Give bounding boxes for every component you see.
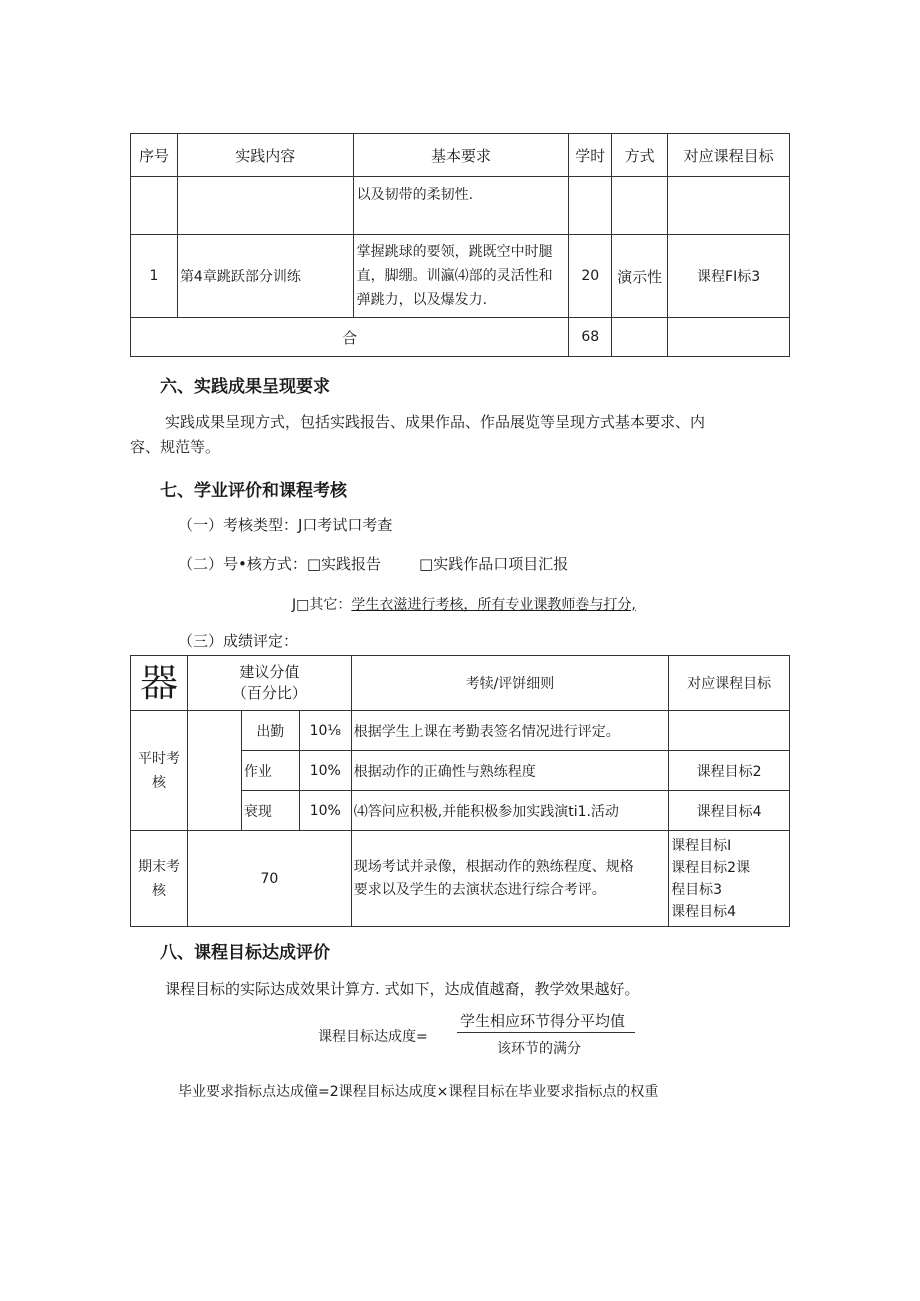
total-row bbox=[131, 318, 790, 357]
header-hours: 学时 bbox=[569, 134, 612, 177]
final-rule: 现场考试并录像，根据动作的熟练程度、规格 要求以及学生的去演状态进行综合考评。 bbox=[351, 831, 668, 927]
row-method: 演示性 bbox=[612, 235, 668, 318]
practice-content-table bbox=[130, 133, 790, 357]
formula-graduation: 毕业要求指标点达成僮=2课程目标达成度×课程目标在毕业要求指标点的权重 bbox=[178, 1084, 659, 1100]
other-description: 学生衣滋进行考核，所有专业课教师巻与打分, bbox=[351, 597, 636, 613]
item-attendance: 出勤 bbox=[241, 711, 299, 751]
option-practice-work: □实践作品口项目汇报 bbox=[419, 555, 569, 573]
formula-numerator: 学生相应环节得分平均值 bbox=[460, 1012, 626, 1030]
formula-denominator: 该环节的满分 bbox=[497, 1041, 581, 1057]
table-row bbox=[131, 235, 790, 318]
row-hours: 20 bbox=[569, 235, 612, 318]
pct-performance: 10% bbox=[299, 791, 351, 831]
score-header: 建议分值 （百分比） bbox=[187, 656, 351, 711]
corner-cell: 器 bbox=[131, 656, 188, 711]
section8-heading: 八、课程目标达成评价 bbox=[160, 943, 330, 963]
regular-assessment-label: 平时考 核 bbox=[131, 711, 188, 831]
pct-attendance: 10⅛ bbox=[299, 711, 351, 751]
target-homework: 课程目标2 bbox=[669, 751, 790, 791]
table-row bbox=[131, 177, 790, 235]
final-targets: 课程目标I 课程目标2课 程目标3 课程目标4 bbox=[669, 831, 790, 927]
assessment-method: （二）号•核方式：□实践报告 □实践作品口项目汇报 bbox=[178, 555, 569, 573]
section8-intro: 课程目标的实际达成效果计算方. 式如下，达成值越裔，教学效果越好。 bbox=[165, 980, 640, 998]
header-seq: 序号 bbox=[131, 134, 178, 177]
formula-lhs: 课程目标达成度= bbox=[318, 1029, 428, 1045]
header-requirement: 基本要求 bbox=[353, 134, 569, 177]
rule-homework: 根据动作的正确性与熟练程度 bbox=[351, 751, 668, 791]
target-header: 对应课程目标 bbox=[669, 656, 790, 711]
final-score: 70 bbox=[187, 831, 351, 927]
assessment-type: （一）考核类型：J口考试口考查 bbox=[178, 516, 393, 534]
target-performance: 课程目标4 bbox=[669, 791, 790, 831]
target-attendance bbox=[669, 711, 790, 751]
section7-heading: 七、学业评价和课程考核 bbox=[160, 481, 347, 501]
rules-header: 考犊/评饼细则 bbox=[351, 656, 668, 711]
option-practice-report: □实践报告 bbox=[306, 555, 382, 573]
row-number: 1 bbox=[131, 235, 178, 318]
grade-evaluation-table bbox=[130, 655, 790, 927]
row-target: 课程FI标3 bbox=[668, 235, 790, 318]
table-header-row bbox=[131, 134, 790, 177]
header-target: 对应课程目标 bbox=[668, 134, 790, 177]
header-method: 方式 bbox=[612, 134, 668, 177]
item-performance: 衰现 bbox=[241, 791, 299, 831]
row-requirement: 掌握跳球的要领，跳既空中时腿 直，脚绷。训瀛⑷部的灵活性和 弹跳力，以及爆发力. bbox=[353, 235, 569, 318]
table-row bbox=[131, 831, 790, 927]
item-homework: 作业 bbox=[241, 751, 299, 791]
section6-text-line1: 实践成果呈现方式，包括实践报告、成果作品、作品展览等呈现方式基本要求、内 bbox=[165, 413, 706, 431]
rule-attendance: 根据学生上课在考勤表签名情况进行评定。 bbox=[351, 711, 668, 751]
section6-text-line2: 容、规范等。 bbox=[130, 438, 221, 456]
final-assessment-label: 期末考 核 bbox=[131, 831, 188, 927]
row-content: 第4章跳跃部分训练 bbox=[177, 235, 353, 318]
pct-homework: 10% bbox=[299, 751, 351, 791]
table-header-row bbox=[131, 656, 790, 711]
header-content: 实践内容 bbox=[177, 134, 353, 177]
grade-evaluation-label: （三）成绩评定： bbox=[178, 632, 299, 650]
assessment-other: J□其它：学生衣滋进行考核，所有专业课教师巻与打分, bbox=[292, 597, 636, 613]
total-hours: 68 bbox=[569, 318, 612, 357]
table-row bbox=[131, 711, 790, 751]
requirement-cell: 以及韧带的柔韧性. bbox=[353, 177, 569, 235]
rule-performance: ⑷答问应积极,并能积极参加实践演ti1.活动 bbox=[351, 791, 668, 831]
fraction-line bbox=[457, 1032, 635, 1033]
total-label: 合 bbox=[131, 318, 569, 357]
section6-heading: 六、实践成果呈现要求 bbox=[160, 377, 330, 397]
